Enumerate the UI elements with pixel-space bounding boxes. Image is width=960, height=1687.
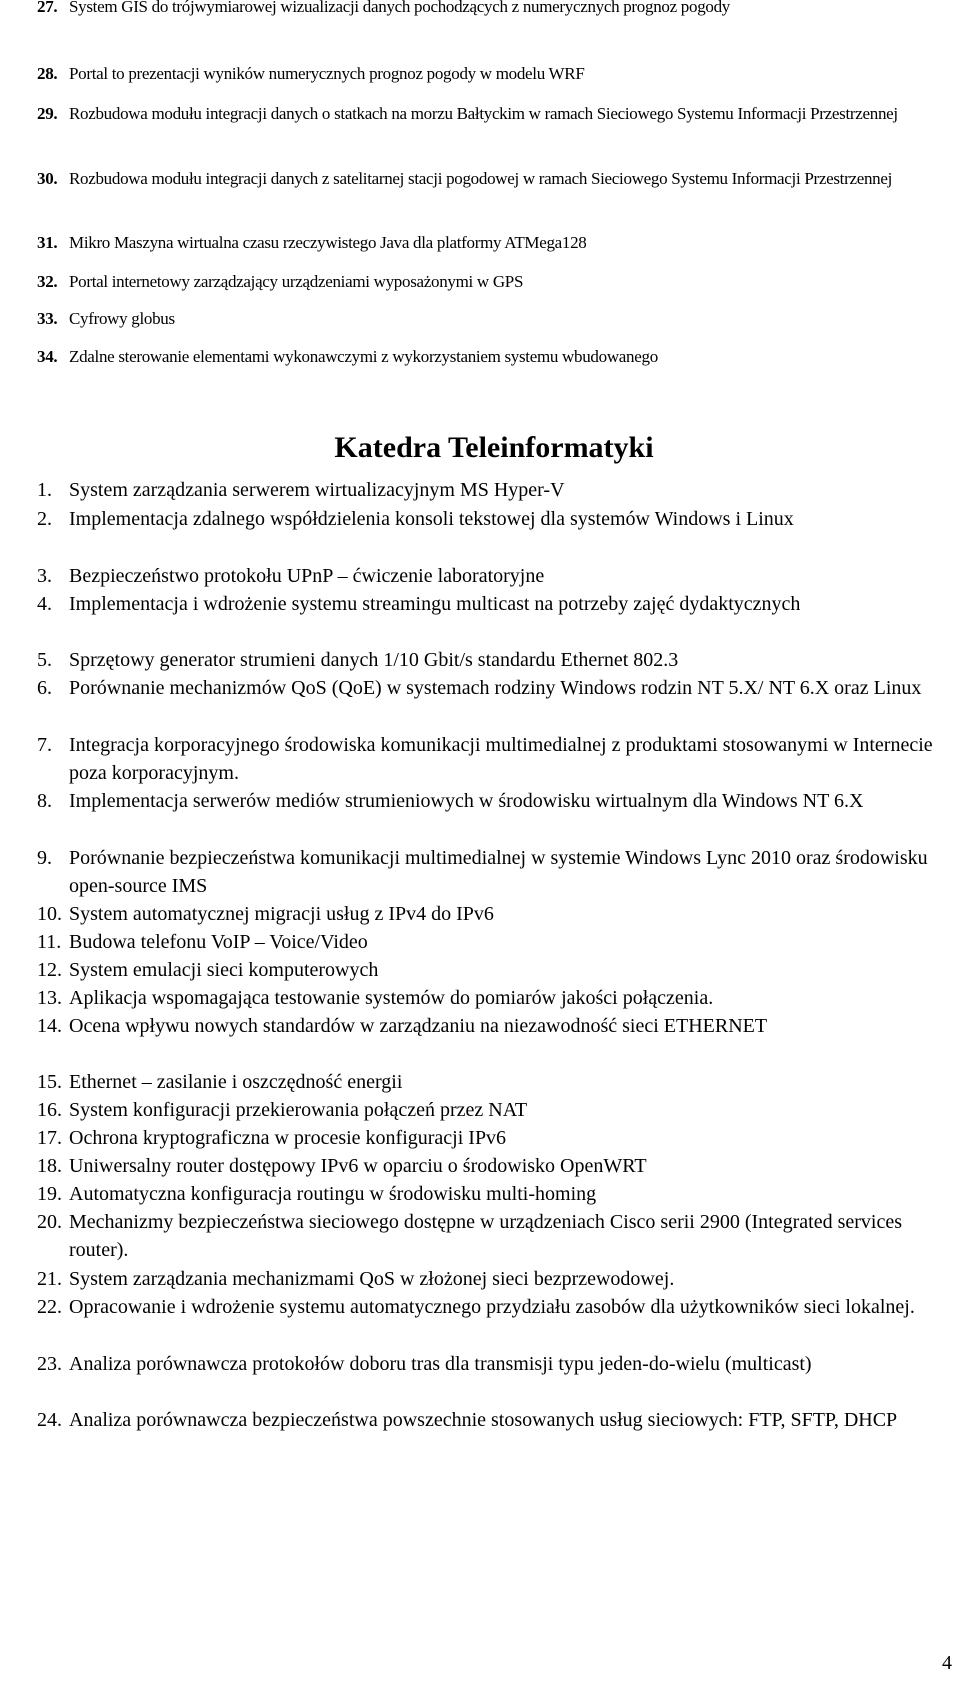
list-item [0, 1265, 940, 1293]
item-text: Aplikacja wspomagająca testowanie systemów do pomiarów jakości połączenia. [69, 987, 714, 1009]
item-text: Implementacja i wdrożenie systemu streamingu multicast na potrzeby zajęć dydaktycznych [69, 593, 801, 615]
item-number: 21. [37, 1268, 62, 1290]
list-item [0, 229, 940, 256]
item-number: 11. [37, 931, 62, 953]
item-number: 2. [37, 508, 52, 530]
item-text: Mikro Maszyna wirtualna czasu rzeczywistego Java dla platformy ATMega128 [69, 233, 587, 252]
item-number: 24. [37, 1409, 62, 1431]
item-number: 6. [37, 677, 52, 699]
item-text: Portal to prezentacji wyników numerycznych prognoz pogody w modelu WRF [69, 64, 585, 83]
item-text: System konfiguracji przekierowania połączeń przez NAT [69, 1099, 528, 1121]
item-text: Ethernet – zasilanie i oszczędność energii [69, 1071, 403, 1093]
list-item [0, 984, 940, 1012]
item-number: 22. [37, 1296, 62, 1318]
item-text: Mechanizmy bezpieczeństwa sieciowego dostępne w urządzeniach Cisco serii 2900 (Integrated services router). [69, 1211, 902, 1261]
item-text: Implementacja serwerów mediów strumieniowych w środowisku wirtualnym dla Windows NT 6.X [69, 790, 864, 812]
list-item [0, 60, 940, 87]
list-item [0, 900, 940, 928]
item-number: 18. [37, 1155, 62, 1177]
list-item [0, 268, 940, 295]
item-number: 4. [37, 593, 52, 615]
item-text: Analiza porównawcza protokołów doboru tras dla transmisji typu jeden-do-wielu (multicast) [69, 1353, 812, 1375]
item-number: 17. [37, 1127, 62, 1149]
list-item [0, 844, 940, 900]
list-item [0, 1012, 940, 1040]
item-text: Bezpieczeństwo protokołu UPnP – ćwiczenie laboratoryjne [69, 565, 545, 587]
list-item [0, 646, 940, 674]
item-text: System zarządzania serwerem wirtualizacyjnym MS Hyper-V [69, 479, 565, 501]
item-text: Opracowanie i wdrożenie systemu automatycznego przydziału zasobów dla użytkowników sieci lokalnej. [69, 1296, 915, 1318]
list-item [0, 343, 940, 370]
item-number: 1. [37, 479, 52, 501]
list-item [0, 165, 940, 192]
list-item [0, 1068, 940, 1096]
item-number: 32. [37, 272, 58, 291]
list-item [0, 505, 940, 533]
item-number: 12. [37, 959, 62, 981]
item-text: System automatycznej migracji usług z IPv4 do IPv6 [69, 903, 494, 925]
item-number: 5. [37, 649, 52, 671]
list-item [0, 100, 940, 127]
item-text: Implementacja zdalnego współdzielenia konsoli tekstowej dla systemów Windows i Linux [69, 508, 794, 530]
list-item [0, 0, 940, 20]
list-item [0, 1180, 940, 1208]
item-number: 15. [37, 1071, 62, 1093]
item-number: 29. [37, 104, 58, 123]
item-number: 34. [37, 347, 58, 366]
list-item [0, 928, 940, 956]
item-number: 28. [37, 64, 58, 83]
list-item [0, 305, 940, 332]
item-number: 23. [37, 1353, 62, 1375]
list-item [0, 1406, 940, 1434]
list-item [0, 1096, 940, 1124]
section-heading [0, 428, 960, 468]
item-text: Cyfrowy globus [69, 309, 175, 328]
item-number: 20. [37, 1211, 62, 1233]
list-item [0, 1208, 940, 1264]
item-text: Ocena wpływu nowych standardów w zarządzaniu na niezawodność sieci ETHERNET [69, 1015, 768, 1037]
item-number: 7. [37, 734, 52, 756]
item-text: Rozbudowa modułu integracji danych z satelitarnej stacji pogodowej w ramach Sieciowego Systemu Informacji Przestrzennej [69, 169, 893, 188]
item-number: 19. [37, 1183, 62, 1205]
item-number: 30. [37, 169, 58, 188]
list-item [0, 787, 940, 815]
list-item [0, 731, 940, 787]
item-number: 33. [37, 309, 58, 328]
item-text: System zarządzania mechanizmami QoS w złożonej sieci bezprzewodowej. [69, 1268, 675, 1290]
item-number: 9. [37, 847, 52, 869]
list-item [0, 674, 940, 702]
list-item [0, 1152, 940, 1180]
item-number: 8. [37, 790, 52, 812]
list-item [0, 1293, 940, 1321]
item-text: System GIS do trójwymiarowej wizualizacji danych pochodzących z numerycznych prognoz pogody [69, 0, 730, 16]
item-text: Analiza porównawcza bezpieczeństwa powszechnie stosowanych usług sieciowych: FTP, SFTP, DHCP [69, 1409, 898, 1431]
item-text: Porównanie bezpieczeństwa komunikacji multimedialnej w systemie Windows Lync 2010 oraz środowisku open-source IMS [69, 847, 928, 897]
list-item [0, 956, 940, 984]
item-text: Automatyczna konfiguracja routingu w środowisku multi-homing [69, 1183, 597, 1205]
item-number: 14. [37, 1015, 62, 1037]
item-text: Budowa telefonu VoIP – Voice/Video [69, 931, 368, 953]
item-text: Portal internetowy zarządzający urządzeniami wyposażonymi w GPS [69, 272, 524, 291]
list-item [0, 476, 940, 504]
item-number: 16. [37, 1099, 62, 1121]
item-number: 3. [37, 565, 52, 587]
item-number: 10. [37, 903, 62, 925]
item-text: Rozbudowa modułu integracji danych o statkach na morzu Bałtyckim w ramach Sieciowego Systemu Informacji Przestrzennej [69, 104, 898, 123]
heading-text: Katedra Teleinformatyki [334, 431, 654, 464]
item-number: 13. [37, 987, 62, 1009]
list-item [0, 1350, 940, 1378]
item-number: 31. [37, 233, 58, 252]
item-text: Zdalne sterowanie elementami wykonawczymi z wykorzystaniem systemu wbudowanego [69, 347, 658, 366]
list-item [0, 590, 940, 618]
list-item [0, 562, 940, 590]
list-item [0, 1124, 940, 1152]
item-text: Sprzętowy generator strumieni danych 1/10 Gbit/s standardu Ethernet 802.3 [69, 649, 679, 671]
page-number: 4 [942, 1652, 952, 1674]
item-text: Porównanie mechanizmów QoS (QoE) w systemach rodziny Windows rodzin NT 5.X/ NT 6.X oraz Linux [69, 677, 922, 699]
item-number: 27. [37, 0, 58, 16]
item-text: Integracja korporacyjnego środowiska komunikacji multimedialnej z produktami stosowanymi w Internecie poza korporacyjnym. [69, 734, 933, 784]
item-text: Uniwersalny router dostępowy IPv6 w oparciu o środowisko OpenWRT [69, 1155, 647, 1177]
item-text: System emulacji sieci komputerowych [69, 959, 379, 981]
item-text: Ochrona kryptograficzna w procesie konfiguracji IPv6 [69, 1127, 507, 1149]
